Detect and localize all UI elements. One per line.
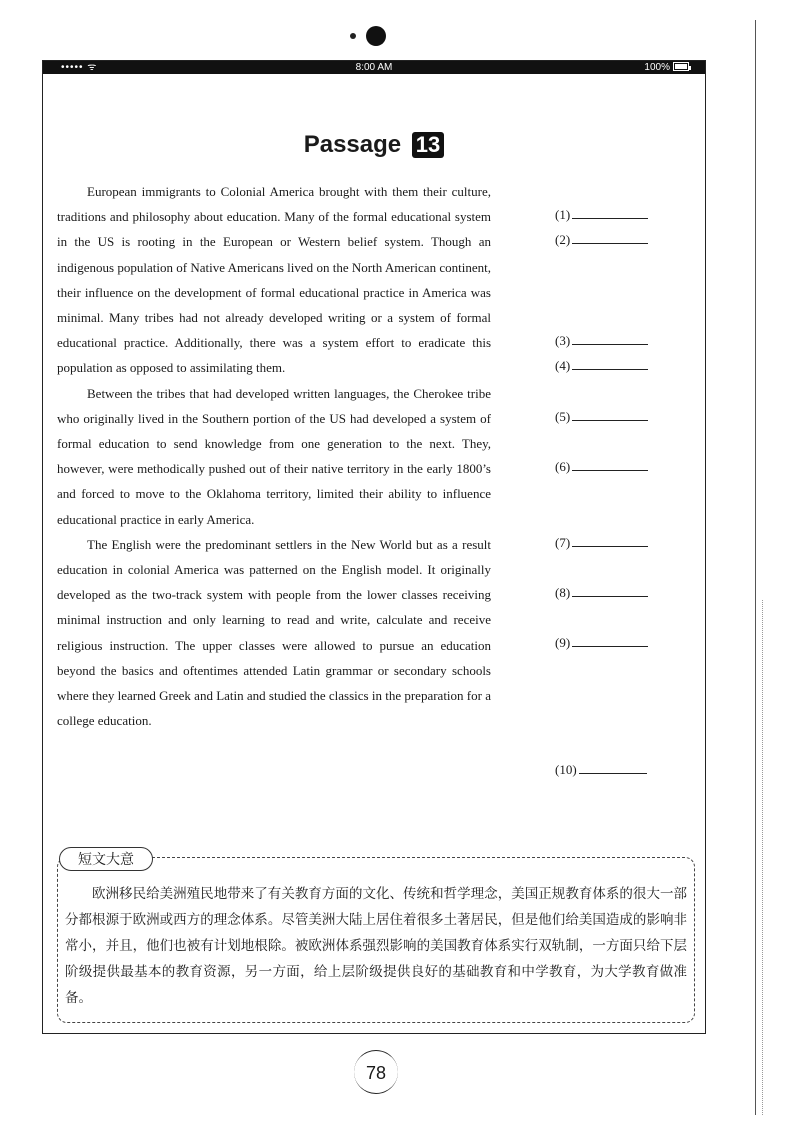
blank-label: (8) — [555, 585, 571, 600]
summary-text — [65, 881, 687, 1011]
paragraph-3: The English were the predominant settlers in the New World but as a result education in colonial America was patterned on the English model. It originally developed as the two-track system with people from the lower classes receiving minimal instruction and only learning to read and write, calculate and receive religious instruction. The upper classes were allowed to pursue an education beyond the basics and oftentimes attended Latin grammar or secondary schools where they learned Greek and Latin and studied the classics in the preparation for a college education. — [57, 536, 491, 729]
blank-line — [572, 206, 648, 219]
summary-paragraph: 欧洲移民给美洲殖民地带来了有关教育方面的文化、传统和哲学理念，美国正规教育体系的很大一部分都根源于欧洲或西方的理念体系。尽管美洲大陆上居住着很多土著居民，但是他们给美国造成的影响非常小，并且，他们也被有计划地根除。被欧洲体系强烈影响的美国教育体系实行双轨制，一方面只给下层阶级提供最基本的教育资源，另一方面，给上层阶级提供良好的基础教育和中学教育，为大学教育做准备。 — [65, 886, 687, 1006]
answer-blank-8[interactable] — [555, 584, 648, 601]
blank-line — [572, 231, 648, 244]
blank-label: (1) — [555, 207, 571, 222]
blank-line — [579, 761, 647, 774]
passage-number-badge: 13 — [412, 132, 444, 158]
battery-percent: 100% — [644, 62, 670, 73]
blank-line — [572, 332, 648, 345]
camera-dot — [350, 33, 356, 39]
answer-blank-10[interactable] — [555, 761, 647, 778]
blank-line — [572, 357, 648, 370]
blank-label: (5) — [555, 409, 571, 424]
answer-blank-5[interactable] — [555, 408, 648, 425]
page-title — [43, 131, 705, 159]
passage-body — [57, 179, 491, 733]
answer-blank-6[interactable] — [555, 458, 648, 475]
blank-label: (9) — [555, 635, 571, 650]
status-bar — [43, 61, 705, 74]
page-edge-line — [755, 20, 756, 1115]
paragraph-2: Between the tribes that had developed written languages, the Cherokee tribe who originally lived in the Southern portion of the US had developed a system of formal education to send knowledge from one generation to the next. They, however, were methodically pushed out of their native territory in the early 1800’s and forced to move to the Oklahoma territory, limited their ability to influence educational practice in early America. — [57, 385, 491, 527]
blank-label: (6) — [555, 459, 571, 474]
page-edge-dotted-line — [762, 600, 764, 1115]
blank-label: (2) — [555, 232, 571, 247]
page-number: 78 — [354, 1050, 398, 1094]
paragraph-1: European immigrants to Colonial America brought with them their culture, traditions and philosophy about education. Many of the formal educational system in the US is rooting in the European or Western belief system. Though an indigenous population of Native Americans lived on the North American continent, their influence on the development of formal educational practice in America was minimal. Many tribes had not already developed writing or a system of formal educational practice. Additionally, there was a system effort to eradicate this population as opposed to assimilating them. — [57, 184, 491, 376]
blank-line — [572, 584, 648, 597]
answer-blank-7[interactable] — [555, 534, 648, 551]
battery-indicator — [644, 61, 691, 74]
device-frame — [42, 60, 706, 1034]
battery-icon — [673, 62, 689, 71]
blank-line — [572, 458, 648, 471]
camera-icon — [366, 26, 386, 46]
answer-blank-1[interactable] — [555, 206, 648, 223]
blank-line — [572, 534, 648, 547]
status-time: 8:00 AM — [355, 62, 393, 73]
blank-label: (10) — [555, 762, 577, 777]
answer-blank-4[interactable] — [555, 357, 648, 374]
summary-label: 短文大意 — [59, 847, 153, 871]
answer-blank-3[interactable] — [555, 332, 648, 349]
title-label: Passage — [303, 131, 402, 158]
answer-blank-2[interactable] — [555, 231, 648, 248]
blank-line — [572, 634, 648, 647]
blank-label: (3) — [555, 333, 571, 348]
signal-indicator: ••••• ᯤ — [61, 62, 98, 73]
blank-label: (4) — [555, 358, 571, 373]
battery-tip-icon — [689, 66, 691, 70]
blank-label: (7) — [555, 535, 571, 550]
answer-blank-9[interactable] — [555, 634, 648, 651]
blank-line — [572, 408, 648, 421]
